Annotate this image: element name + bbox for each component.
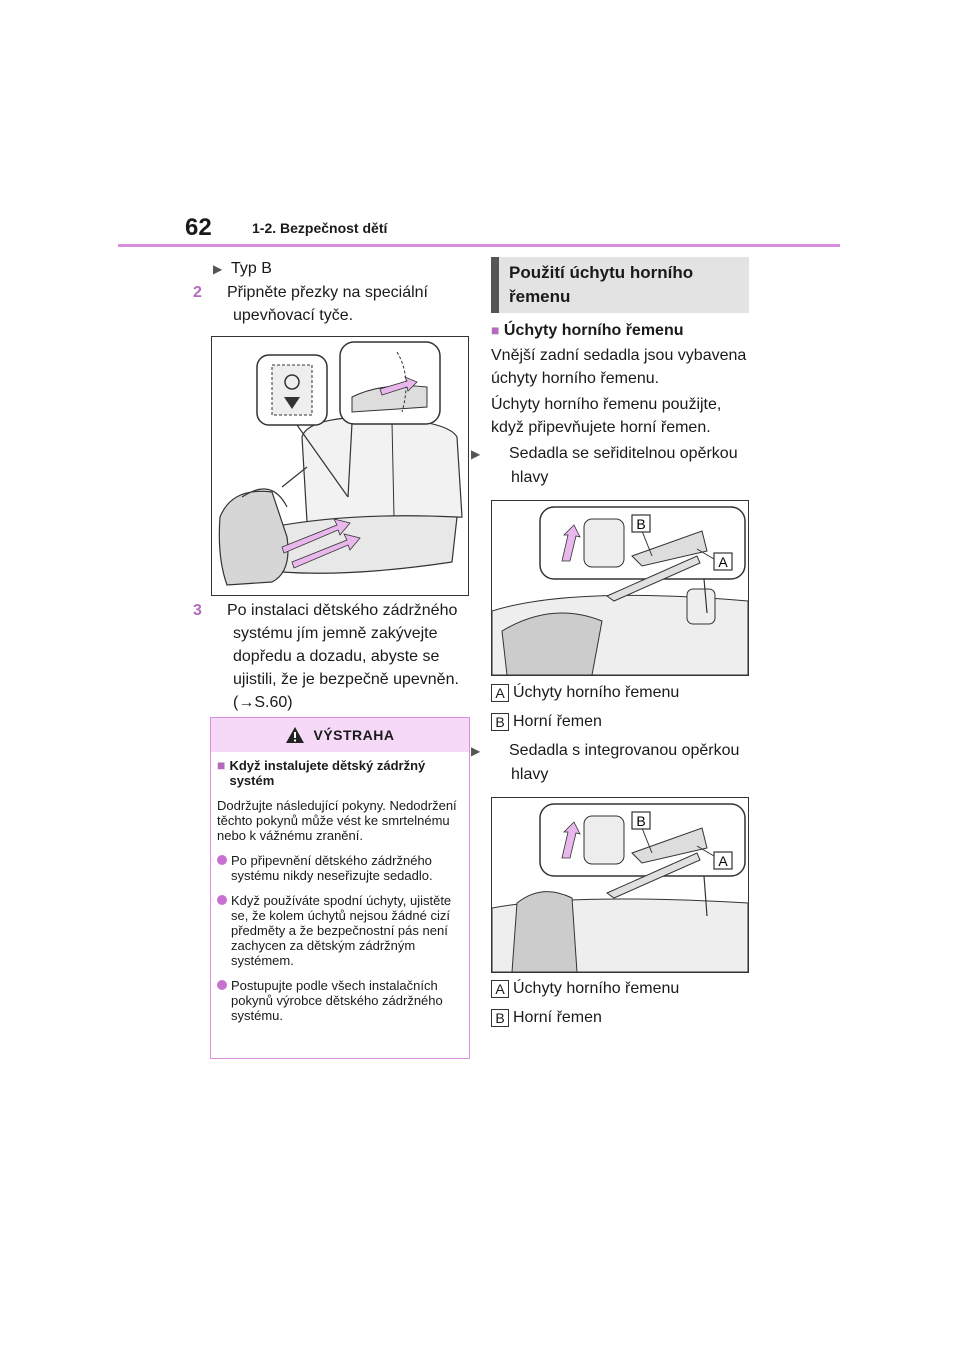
legend-text: Úchyty horního řemenu [513, 684, 680, 701]
step-number: 2 [193, 284, 202, 301]
circle-bullet-icon [217, 855, 227, 865]
legend-text: Horní řemen [513, 1009, 602, 1026]
warning-bullet [217, 853, 463, 883]
bullet-adjustable-headrest [471, 442, 769, 489]
square-bullet-icon: ■ [217, 757, 226, 773]
warning-bullet-text: Po připevnění dětského zádržného systému nikdy neseřizujte sedadlo. [231, 853, 433, 883]
warning-triangle-icon [285, 726, 305, 744]
legend-1-a [491, 681, 679, 704]
figure-tether-anchor-1 [491, 500, 749, 676]
figure-label-b: B [636, 813, 646, 829]
warning-subheading [217, 758, 463, 788]
bullet-text: Sedadla se seřiditelnou opěrkou hlavy [509, 445, 738, 486]
step-3 [193, 599, 485, 714]
warning-header [211, 718, 469, 752]
triangle-bullet-icon: ▶ [213, 262, 223, 276]
legend-text: Horní řemen [513, 713, 602, 730]
warning-title: VÝSTRAHA [313, 727, 395, 743]
legend-key: B [491, 1009, 509, 1027]
header-divider [118, 244, 840, 247]
paragraph-2: Úchyty horního řemenu použijte, když připevňujete horní řemen. [491, 396, 722, 436]
bullet-text: Sedadla s integrovanou opěrkou hlavy [509, 742, 740, 783]
figure-child-seat-type-b [211, 336, 469, 596]
warning-bullet [217, 893, 463, 968]
type-b-heading [213, 257, 272, 281]
legend-key: B [491, 713, 509, 731]
legend-1-b [491, 710, 602, 733]
sub-heading-text: Úchyty horního řemenu [503, 322, 684, 339]
warning-box [210, 717, 470, 1059]
warning-bullet-text: Když používáte spodní úchyty, ujistěte se, že kolem úchytů nejsou žádné cizí předměty a že bezpečnostní pás není zachycen za dětským zádržným systémem. [231, 893, 452, 968]
paragraph-1: Vnější zadní sedadla jsou vybavena úchyty horního řemenu. [491, 347, 747, 387]
legend-key: A [491, 980, 509, 998]
section-reference: 1-2. Bezpečnost dětí [252, 220, 388, 236]
triangle-bullet-icon: ▶ [471, 744, 481, 758]
figure-label-b: B [636, 516, 646, 532]
warning-bullet-text: Postupujte podle všech instalačních pokynů výrobce dětského zádržného systému. [231, 978, 443, 1023]
warning-subheading-text: Když instalujete dětský zádržný systém [229, 758, 426, 788]
figure-tether-anchor-2 [491, 797, 749, 973]
bullet-integrated-headrest [471, 739, 769, 786]
page-number: 62 [185, 214, 212, 241]
type-b-text: Typ B [231, 260, 272, 277]
legend-text: Úchyty horního řemenu [513, 980, 680, 997]
legend-key: A [491, 684, 509, 702]
square-bullet-icon: ■ [491, 322, 500, 338]
sub-heading [491, 319, 684, 342]
figure-label-a: A [718, 554, 728, 570]
figure-label-a: A [718, 853, 728, 869]
step-text: Připněte přezky na speciální upevňovací tyče. [227, 284, 428, 324]
triangle-bullet-icon: ▶ [471, 447, 481, 461]
step-number: 3 [193, 602, 202, 619]
legend-2-a [491, 977, 679, 1000]
warning-bullet [217, 978, 463, 1023]
warning-paragraph: Dodržujte následující pokyny. Nedodržení těchto pokynů může vést ke smrtelnému nebo k vážnému zranění. [217, 798, 457, 843]
step-2 [193, 281, 483, 327]
section-title: Použití úchytu horního řemenu [491, 257, 749, 313]
circle-bullet-icon [217, 895, 227, 905]
circle-bullet-icon [217, 980, 227, 990]
step-text: Po instalaci dětského zádržného systému jím jemně zakývejte dopředu a dozadu, abyste se ujistili, že je bezpečně upevněn. (→S.60) [227, 602, 459, 711]
legend-2-b [491, 1006, 602, 1029]
